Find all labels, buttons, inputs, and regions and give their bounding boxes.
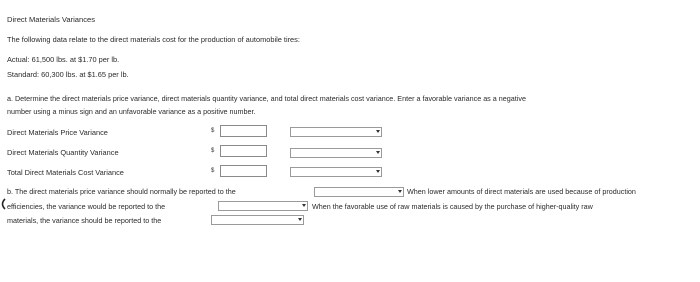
part-b-dropdown-1[interactable] [314, 187, 404, 197]
chevron-down-icon [376, 130, 380, 133]
price-variance-label: Direct Materials Price Variance [7, 128, 108, 137]
part-b-text-4: When the favorable use of raw materials is caused by the purchase of higher-quality raw [312, 202, 593, 211]
chevron-down-icon [376, 151, 380, 154]
total-variance-label: Total Direct Materials Cost Variance [7, 168, 124, 177]
intro-text: The following data relate to the direct materials cost for the production of automobile tires: [7, 35, 300, 44]
standard-data: Standard: 60,300 lbs. at $1.65 per lb. [7, 70, 129, 79]
dollar-sign: $ [211, 128, 215, 134]
page-title: Direct Materials Variances [7, 15, 96, 24]
actual-data: Actual: 61,500 lbs. at $1.70 per lb. [7, 55, 120, 64]
chevron-down-icon [398, 190, 402, 193]
bracket-icon [0, 198, 6, 210]
price-variance-amount-input[interactable] [220, 125, 267, 137]
part-a-instruction: a. Determine the direct materials price variance, direct materials quantity variance, and total direct materials cost variance. Enter a favorable variance as a negative [7, 94, 526, 103]
quantity-variance-amount-input[interactable] [220, 145, 267, 157]
chevron-down-icon [302, 204, 306, 207]
part-b-text-3: efficiencies, the variance would be reported to the [7, 202, 166, 211]
total-variance-type-select[interactable] [290, 167, 382, 177]
quantity-variance-type-select[interactable] [290, 148, 382, 158]
part-b-text-2: When lower amounts of direct materials are used because of production [407, 187, 636, 196]
chevron-down-icon [298, 218, 302, 221]
quantity-variance-label: Direct Materials Quantity Variance [7, 148, 119, 157]
chevron-down-icon [376, 170, 380, 173]
part-a-instruction-cont: number using a minus sign and an unfavorable variance as a positive number. [7, 107, 256, 116]
part-b-text-1: b. The direct materials price variance should normally be reported to the [7, 187, 236, 196]
dollar-sign: $ [211, 148, 215, 154]
price-variance-type-select[interactable] [290, 127, 382, 137]
part-b-dropdown-3[interactable] [211, 215, 304, 225]
part-b-dropdown-2[interactable] [218, 201, 308, 211]
total-variance-amount-input[interactable] [220, 165, 267, 177]
part-b-text-5: materials, the variance should be reported to the [7, 216, 162, 225]
dollar-sign: $ [211, 168, 215, 174]
